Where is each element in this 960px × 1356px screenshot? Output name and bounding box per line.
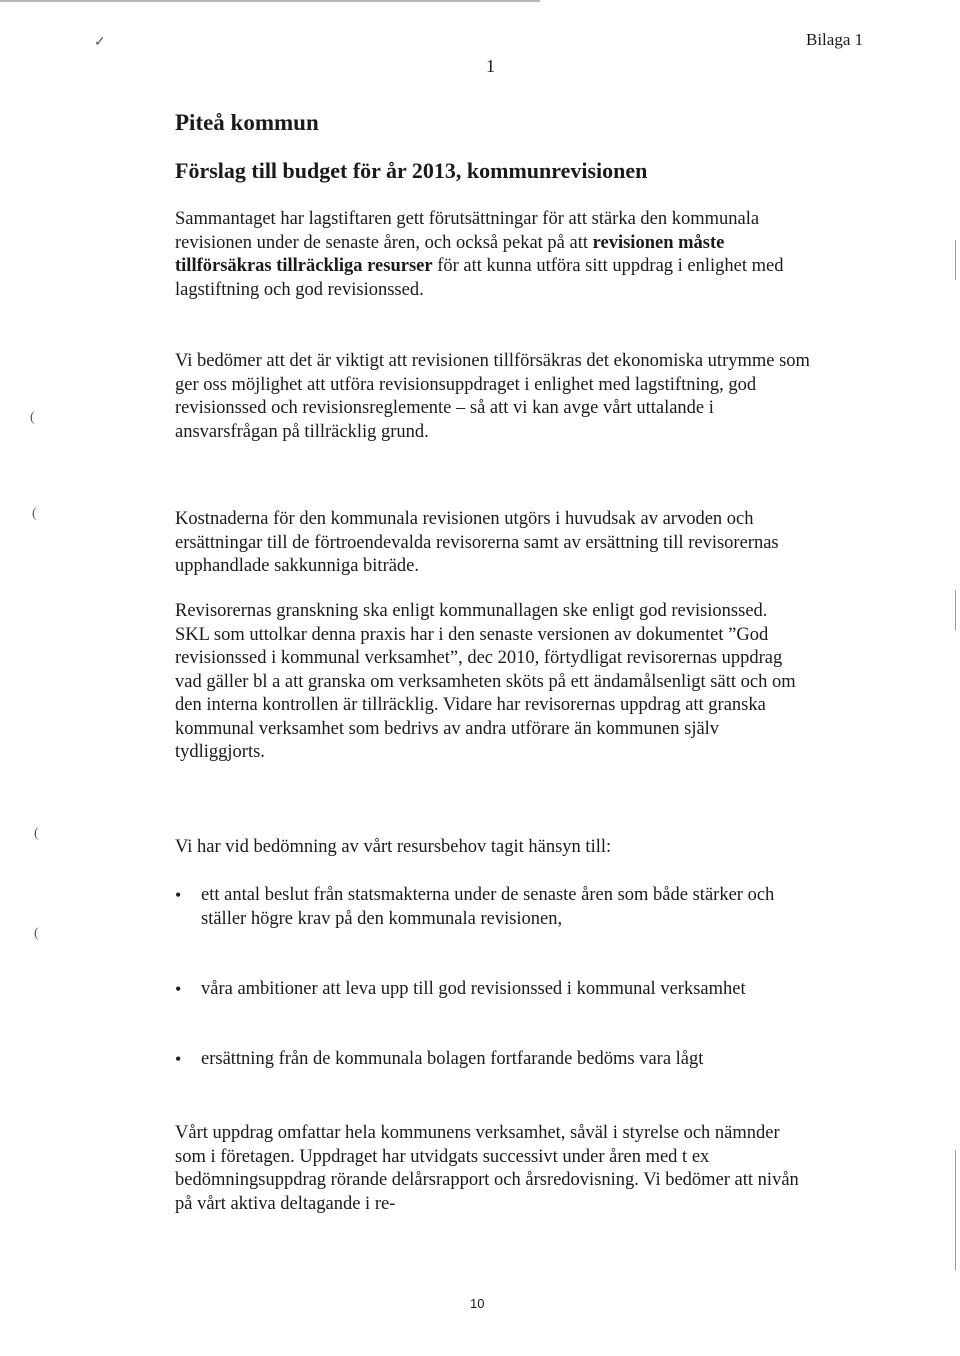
paragraph-assessment: Vi bedömer att det är viktigt att revisionen tillförsäkras det ekonomiska utrymme som ger oss möjlighet att utföra revisionsuppdraget i enlighet med lagstiftning, god revisionssed och revisionsreglemente – så att vi kan avge vårt uttalande i ansvarsfrågan på tillräcklig grund.	[175, 351, 810, 442]
scan-paren-mark: (	[34, 826, 39, 841]
paragraph-legislation	[175, 208, 800, 302]
scan-right-edge	[955, 590, 956, 630]
emphasis-text: revisionen måste tillförsäkras tillräckliga resurser	[175, 232, 725, 276]
scan-paren-mark: (	[30, 410, 35, 425]
paragraph-costs: Kostnaderna för den kommunala revisionen utgörs i huvudsak av arvoden och ersättningar till de förtroendevalda revisorerna samt av ersättning till revisorernas upphandlade sakkunniga biträde.	[175, 509, 779, 576]
scan-tick-mark: ✓	[94, 35, 106, 50]
scan-right-edge	[955, 240, 956, 280]
scan-paren-mark: (	[34, 926, 39, 941]
scan-right-edge	[955, 1150, 956, 1270]
paragraph-mandate: Vårt uppdrag omfattar hela kommunens verksamhet, såväl i styrelse och nämnder som i företagen. Uppdraget har utvidgats successivt under åren med t ex bedömningsuppdrag rörande delårsrapport och årsredovisning. Vi bedömer att nivån på vårt aktiva deltagande i re-	[175, 1123, 799, 1214]
list-item-text: ett antal beslut från statsmakterna under de senaste åren som både stärker och ställer högre krav på den kommunala revisionen,	[201, 885, 775, 929]
paragraph-audit-practice: Revisorernas granskning ska enligt kommunallagen ske enligt god revisionssed. SKL som uttolkar denna praxis har i den senaste versionen av dokumentet ”God revisionssed i kommunal verksamhet”, dec 2010, förtydligat revisorernas uppdrag vad gäller bl a att granska om verksamheten sköts på ett ändamålsenligt sätt och om den interna kontrollen är tillräcklig. Vidare har revisorernas uppdrag att granska kommunal verksamhet som bedrivs av andra utförare än kommunen själv tydliggjorts.	[175, 601, 796, 762]
paragraph-resource-intro: Vi har vid bedömning av vårt resursbehov tagit hänsyn till:	[175, 837, 612, 857]
list-item	[175, 884, 801, 931]
scan-paren-mark: (	[32, 506, 37, 521]
bullet-icon: •	[175, 885, 182, 905]
bullet-icon: •	[175, 1049, 182, 1069]
attachment-label: Bilaga 1	[806, 30, 864, 49]
bullet-icon: •	[175, 979, 182, 999]
document-title: Förslag till budget för år 2013, kommunrevisionen	[175, 158, 648, 183]
paragraph-text: för att kunna utföra sitt uppdrag i enlighet med lagstiftning och god revisionssed.	[175, 256, 784, 300]
paragraph-text: Sammantaget har lagstiftaren gett förutsättningar för att stärka den kommunala revisionen under de senaste åren, och också pekat på att	[175, 209, 760, 253]
organization-title: Piteå kommun	[175, 110, 319, 135]
list-item-text: våra ambitioner att leva upp till god revisionssed i kommunal verksamhet	[201, 979, 746, 999]
scan-top-edge	[0, 0, 540, 2]
list-item	[175, 978, 801, 1002]
page-number-bottom: 10	[470, 1296, 485, 1311]
page-number-top: 1	[486, 56, 495, 76]
list-item-text: ersättning från de kommunala bolagen fortfarande bedöms vara lågt	[201, 1049, 704, 1069]
list-item	[175, 1048, 801, 1072]
